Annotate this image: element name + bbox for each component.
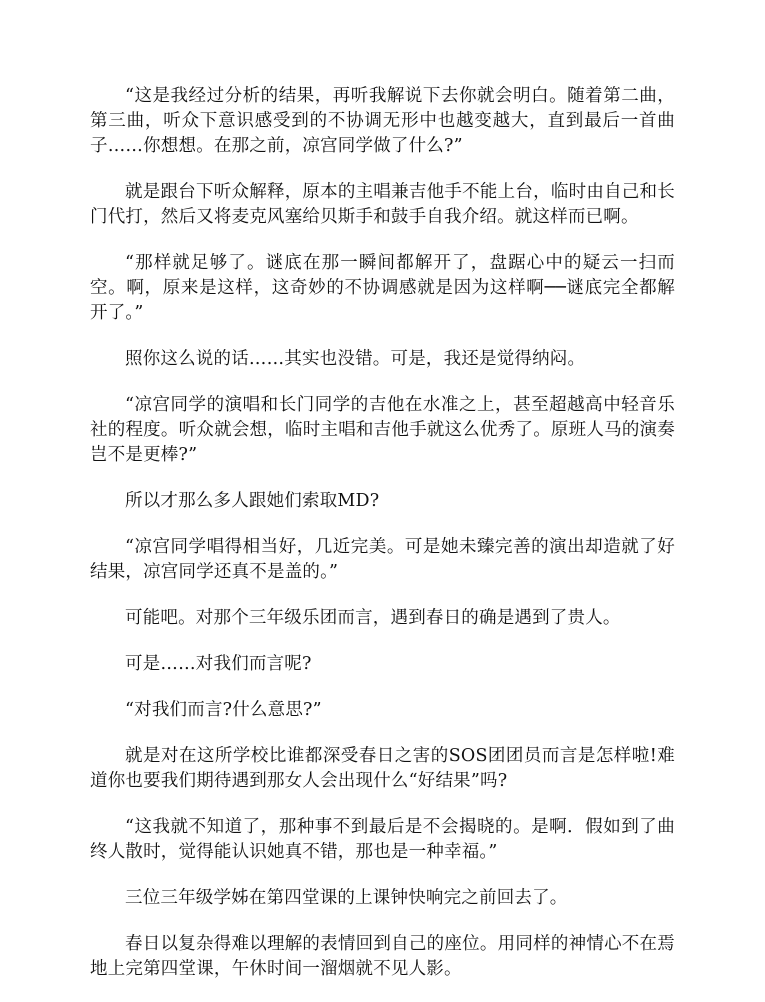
paragraph: 春日以复杂得难以理解的表情回到自己的座位。用同样的神情心不在焉地上完第四堂课，午休时间一溜烟就不见人影。 bbox=[90, 934, 675, 979]
paragraph: “这我就不知道了，那种事不到最后是不会揭晓的。是啊．假如到了曲终人散时，觉得能认识她真不错，那也是一种幸福。” bbox=[90, 817, 675, 862]
paragraph: 可是……对我们而言呢? bbox=[125, 654, 312, 674]
paragraph: “凉宫同学唱得相当好，几近完美。可是她未臻完善的演出却造就了好结果，凉宫同学还真不是盖的。” bbox=[90, 537, 675, 582]
paragraph: 就是对在这所学校比谁都深受春日之害的SOS团团员而言是怎样啦!难道你也要我们期待遇到那女人会出现什么“好结果”吗? bbox=[90, 746, 675, 791]
paragraph: “那样就足够了。谜底在那一瞬间都解开了，盘踞心中的疑云一扫而空。啊，原来是这样，这奇妙的不协调感就是因为这样啊──谜底完全都解开了。” bbox=[90, 253, 675, 323]
paragraph: 可能吧。对那个三年级乐团而言，遇到春日的确是遇到了贵人。 bbox=[125, 608, 621, 628]
paragraph: 所以才那么多人跟她们索取MD? bbox=[125, 491, 380, 511]
paragraph: 三位三年级学姊在第四堂课的上课钟快响完之前回去了。 bbox=[125, 888, 568, 908]
document-page bbox=[90, 84, 675, 1002]
paragraph: 照你这么说的话……其实也没错。可是，我还是觉得纳闷。 bbox=[125, 349, 586, 369]
paragraph: “对我们而言?什么意思?” bbox=[125, 700, 322, 720]
paragraph: “凉宫同学的演唱和长门同学的吉他在水准之上，甚至超越高中轻音乐社的程度。听众就会想，临时主唱和吉他手就这么优秀了。原班人马的演奏岂不是更棒?” bbox=[90, 395, 675, 465]
paragraph: 就是跟台下听众解释，原本的主唱兼吉他手不能上台，临时由自己和长门代打，然后又将麦克风塞给贝斯手和鼓手自我介绍。就这样而已啊。 bbox=[90, 182, 675, 227]
paragraph: “这是我经过分析的结果，再听我解说下去你就会明白。随着第二曲，第三曲，听众下意识感受到的不协调无形中也越变越大，直到最后一首曲子……你想想。在那之前，凉宫同学做了什么?” bbox=[90, 86, 675, 156]
